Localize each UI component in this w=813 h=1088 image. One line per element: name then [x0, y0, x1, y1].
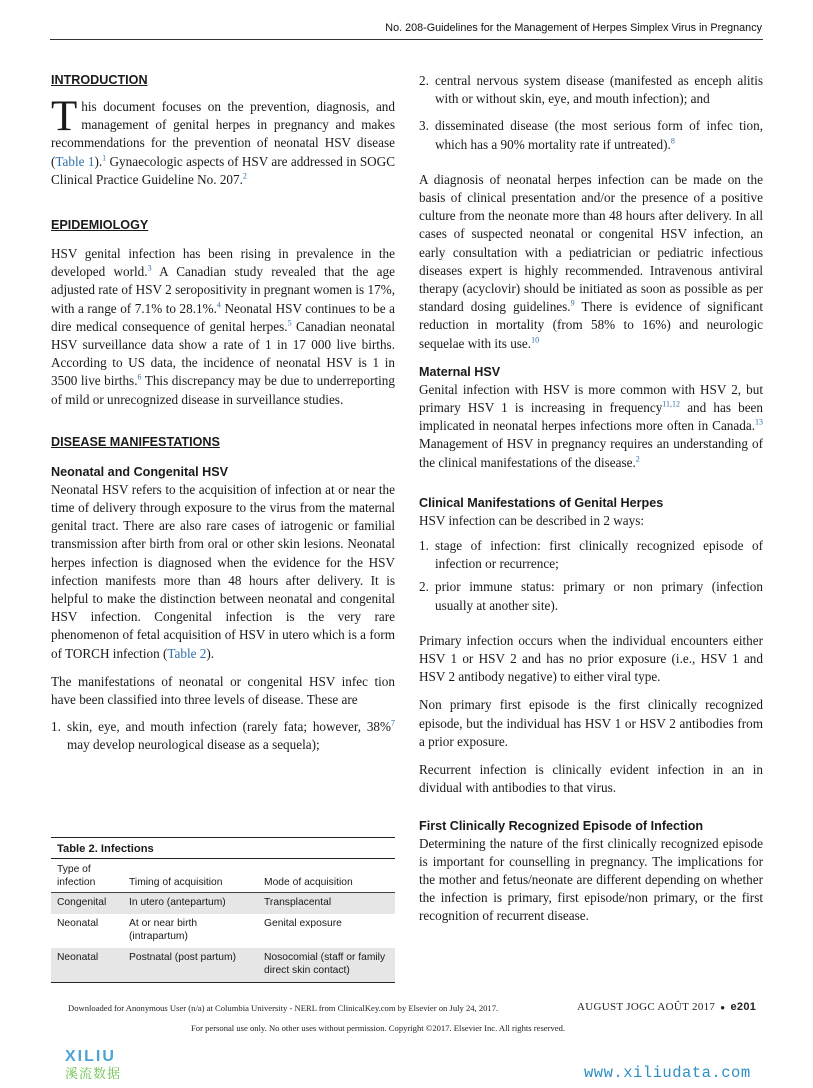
bullet-icon: ●	[720, 1003, 726, 1012]
maternal-hsv-subheading: Maternal HSV	[419, 364, 501, 379]
running-header: No. 208-Guidelines for the Management of Herpes Simplex Virus in Pregnancy	[385, 22, 762, 34]
table-header: Timing of acquisition	[123, 859, 258, 893]
clinical-manifestations-subheading: Clinical Manifestations of Genital Herpes	[419, 495, 664, 510]
ref-link[interactable]: 5	[287, 318, 292, 328]
ref-link[interactable]: 11,12	[662, 399, 681, 409]
table-cell: Transplacental	[258, 893, 395, 915]
left-column	[51, 72, 395, 755]
table-header-row	[51, 859, 395, 893]
list-item: 1. stage of infection: first clinically recognized episode of infection or recurrence;	[419, 538, 763, 572]
list-item: 2. central nervous system disease (manifested as enceph alitis with or without skin, eye, and mouth infection); and	[419, 73, 763, 107]
xiliu-logo	[63, 1045, 133, 1081]
ref-link[interactable]: 6	[137, 373, 142, 383]
clinical-intro: HSV infection can be described in 2 ways:	[419, 512, 644, 528]
table-cell: Postnatal (post partum)	[123, 948, 258, 983]
table-row	[51, 914, 395, 948]
list-item: 1. skin, eye, and mouth infection (rarely fata; however, 38%$^7$ may develop neurological disease as a sequela);	[51, 718, 395, 753]
epidemiology-paragraph: HSV genital infection has been rising in prevalence in the developed world.$^3$ A Canadian study revealed that the age adjusted rate of HSV 2 seropositivity in pregnant women is 17%, with a range of 7.1% to 28.1%.$^4$ Neonatal HSV continues to be a dire medical consequence of genital herpes.$^5$ Canadian neonatal HSV surveillance data show a rate of 1 in 17 000 live births. According to US data, the incidence of neonatal HSV is 1 in 3500 live births.$^6$ This discrepancy may be due to underreporting of mild or unrecognized disease in surveillance studies.	[51, 246, 395, 407]
disease-levels-list-continued	[419, 72, 763, 154]
first-episode-paragraph: Determining the nature of the first clinically recognized episode is important for counselling in pregnancy. The implications for the mother and fetus/neonate are different depending on whether the infection is primary, first episode/non primary, or the first recognition of recurrent disease.	[419, 835, 763, 924]
journal-issue: AUGUST JOGC AOÛT 2017	[577, 1001, 716, 1013]
epidemiology-heading: EPIDEMIOLOGY	[51, 218, 149, 233]
maternal-paragraph: Genital infection with HSV is more common with HSV 2, but primary HSV 1 is increasing in frequency$^{11,12}$ and has been implicated in neonatal herpes infections more often in Canada.$^{13}$ Management of HSV in pregnancy requires an understanding of the clinical manifestations of the disease.$^2$	[419, 381, 764, 470]
table-cell: Congenital	[51, 893, 123, 915]
table-cell: Neonatal	[57, 918, 99, 929]
table-header: Type of infection	[51, 859, 123, 893]
non-primary-paragraph: Non primary first episode is the first clinically recognized episode, but the individual has HSV 1 or HSV 2 antibodies from a prior exposure.	[419, 697, 763, 749]
first-episode-subheading: First Clinically Recognized Episode of Infection	[419, 818, 704, 833]
journal-footer	[577, 1001, 756, 1013]
right-column	[419, 72, 763, 926]
list-item: 3. disseminated disease (the most serious form of infec tion, which has a 90% mortality rate if untreated).$^8$	[419, 118, 763, 152]
drop-cap: T	[51, 93, 78, 140]
manifestations-paragraph: The manifestations of neonatal or congenital HSV infec tion have been classified into three levels of disease. These are	[51, 673, 395, 708]
clinical-list	[419, 537, 763, 615]
ref-link[interactable]: 7	[391, 718, 395, 728]
logo-cn-text: 溪流数据	[65, 1067, 122, 1081]
table2-link[interactable]: Table 2	[167, 645, 207, 661]
introduction-paragraph: This document focuses on the prevention, diagnosis, and management of genital herpes in pregnancy and makes recommendations for the prevention of neonatal HSV disease (Table 1).$^1$ Gynaecologic aspects of HSV are addressed in SOGC Clinical Practice Guideline No. 207.$^2$	[51, 93, 395, 187]
ref-link[interactable]: 13	[755, 417, 763, 427]
introduction-heading: INTRODUCTION	[51, 73, 148, 87]
table-cell: Genital exposure	[264, 918, 342, 929]
disease-levels-list	[51, 718, 395, 754]
ref-link[interactable]: 3	[147, 263, 152, 273]
ref-link[interactable]: 9	[570, 298, 575, 308]
ref-link[interactable]: 4	[216, 300, 221, 310]
table-cell: Nosocomial (staff or family direct skin contact)	[258, 948, 395, 983]
neonatal-paragraph: Neonatal HSV refers to the acquisition of infection at or near the time of delivery through exposure to the virus from the maternal genital tract. There are also rare cases of iatrogenic or familial transmission after birth from oral or other skin lesions. Neonatal herpes infection is diagnosed when the evidence for the HSV infection manifests more than 48 hours after delivery. It is helpful to make the distinction between neonatal and congenital HSV infection. Congenital infection is the very rare phenomenon of fetal acquisition of HSV in utero which is a form of TORCH infection (Table 2).	[51, 481, 395, 661]
table-row	[51, 893, 395, 915]
ref-link[interactable]: 1	[102, 153, 107, 163]
table-cell: In utero (antepartum)	[123, 893, 258, 915]
download-notice: Downloaded for Anonymous User (n/a) at Columbia University - NERL from ClinicalKey.com by Elsevier on July 24, 2017.	[68, 1003, 499, 1013]
watermark-url[interactable]: www.xiliudata.com	[584, 1064, 751, 1082]
disease-manifestations-heading: DISEASE MANIFESTATIONS	[51, 434, 220, 449]
table-cell: Neonatal	[51, 948, 123, 983]
table-header: Mode of acquisition	[258, 859, 395, 893]
diagnosis-paragraph: A diagnosis of neonatal herpes infection can be made on the basis of clinical presentation and/or the presence of a positive culture from the neonate more than 48 hours after delivery. In all cases of suspected neonatal or congenital HSV infection, an early consultation with a pediatrician or pediatric infectious diseases expert is highly recommended. Intravenous antiviral therapy (acyclovir) should be initiated as soon as possible as per standard dosing guidelines.$^9$ There is evidence of significant reduction in mortality (from 58% to 16%) and neurologic sequelae with its use.$^{10}$	[419, 171, 763, 351]
ref-link[interactable]: 2	[242, 171, 247, 181]
table-row	[51, 948, 395, 983]
table-2	[51, 837, 395, 983]
header-rule	[50, 39, 763, 40]
ref-link[interactable]: 10	[531, 335, 540, 345]
copyright-notice: For personal use only. No other uses without permission. Copyright ©2017. Elsevier Inc. All rights reserved.	[191, 1023, 566, 1033]
table1-link[interactable]: Table 1	[55, 153, 95, 169]
table-caption: Table 2. Infections	[51, 837, 395, 859]
neonatal-congenital-subheading: Neonatal and Congenital HSV	[51, 464, 229, 479]
table-cell: At or near birth (intrapartum)	[129, 918, 198, 942]
page-number: e201	[730, 1001, 757, 1013]
ref-link[interactable]: 2	[635, 454, 640, 464]
primary-infection-paragraph: Primary infection occurs when the individual encounters either HSV 1 or HSV 2 and has no prior exposure (i.e., HSV 1 and HSV 2 antibody negative) to either viral type.	[419, 632, 763, 685]
logo-text: XILIU	[65, 1048, 116, 1065]
list-item: 2. prior immune status: primary or non primary (infection usually at another site).	[419, 579, 763, 613]
ref-link[interactable]: 8	[670, 136, 675, 146]
recurrent-paragraph: Recurrent infection is clinically evident infection in an in dividual with antibodies to that virus.	[419, 762, 763, 796]
